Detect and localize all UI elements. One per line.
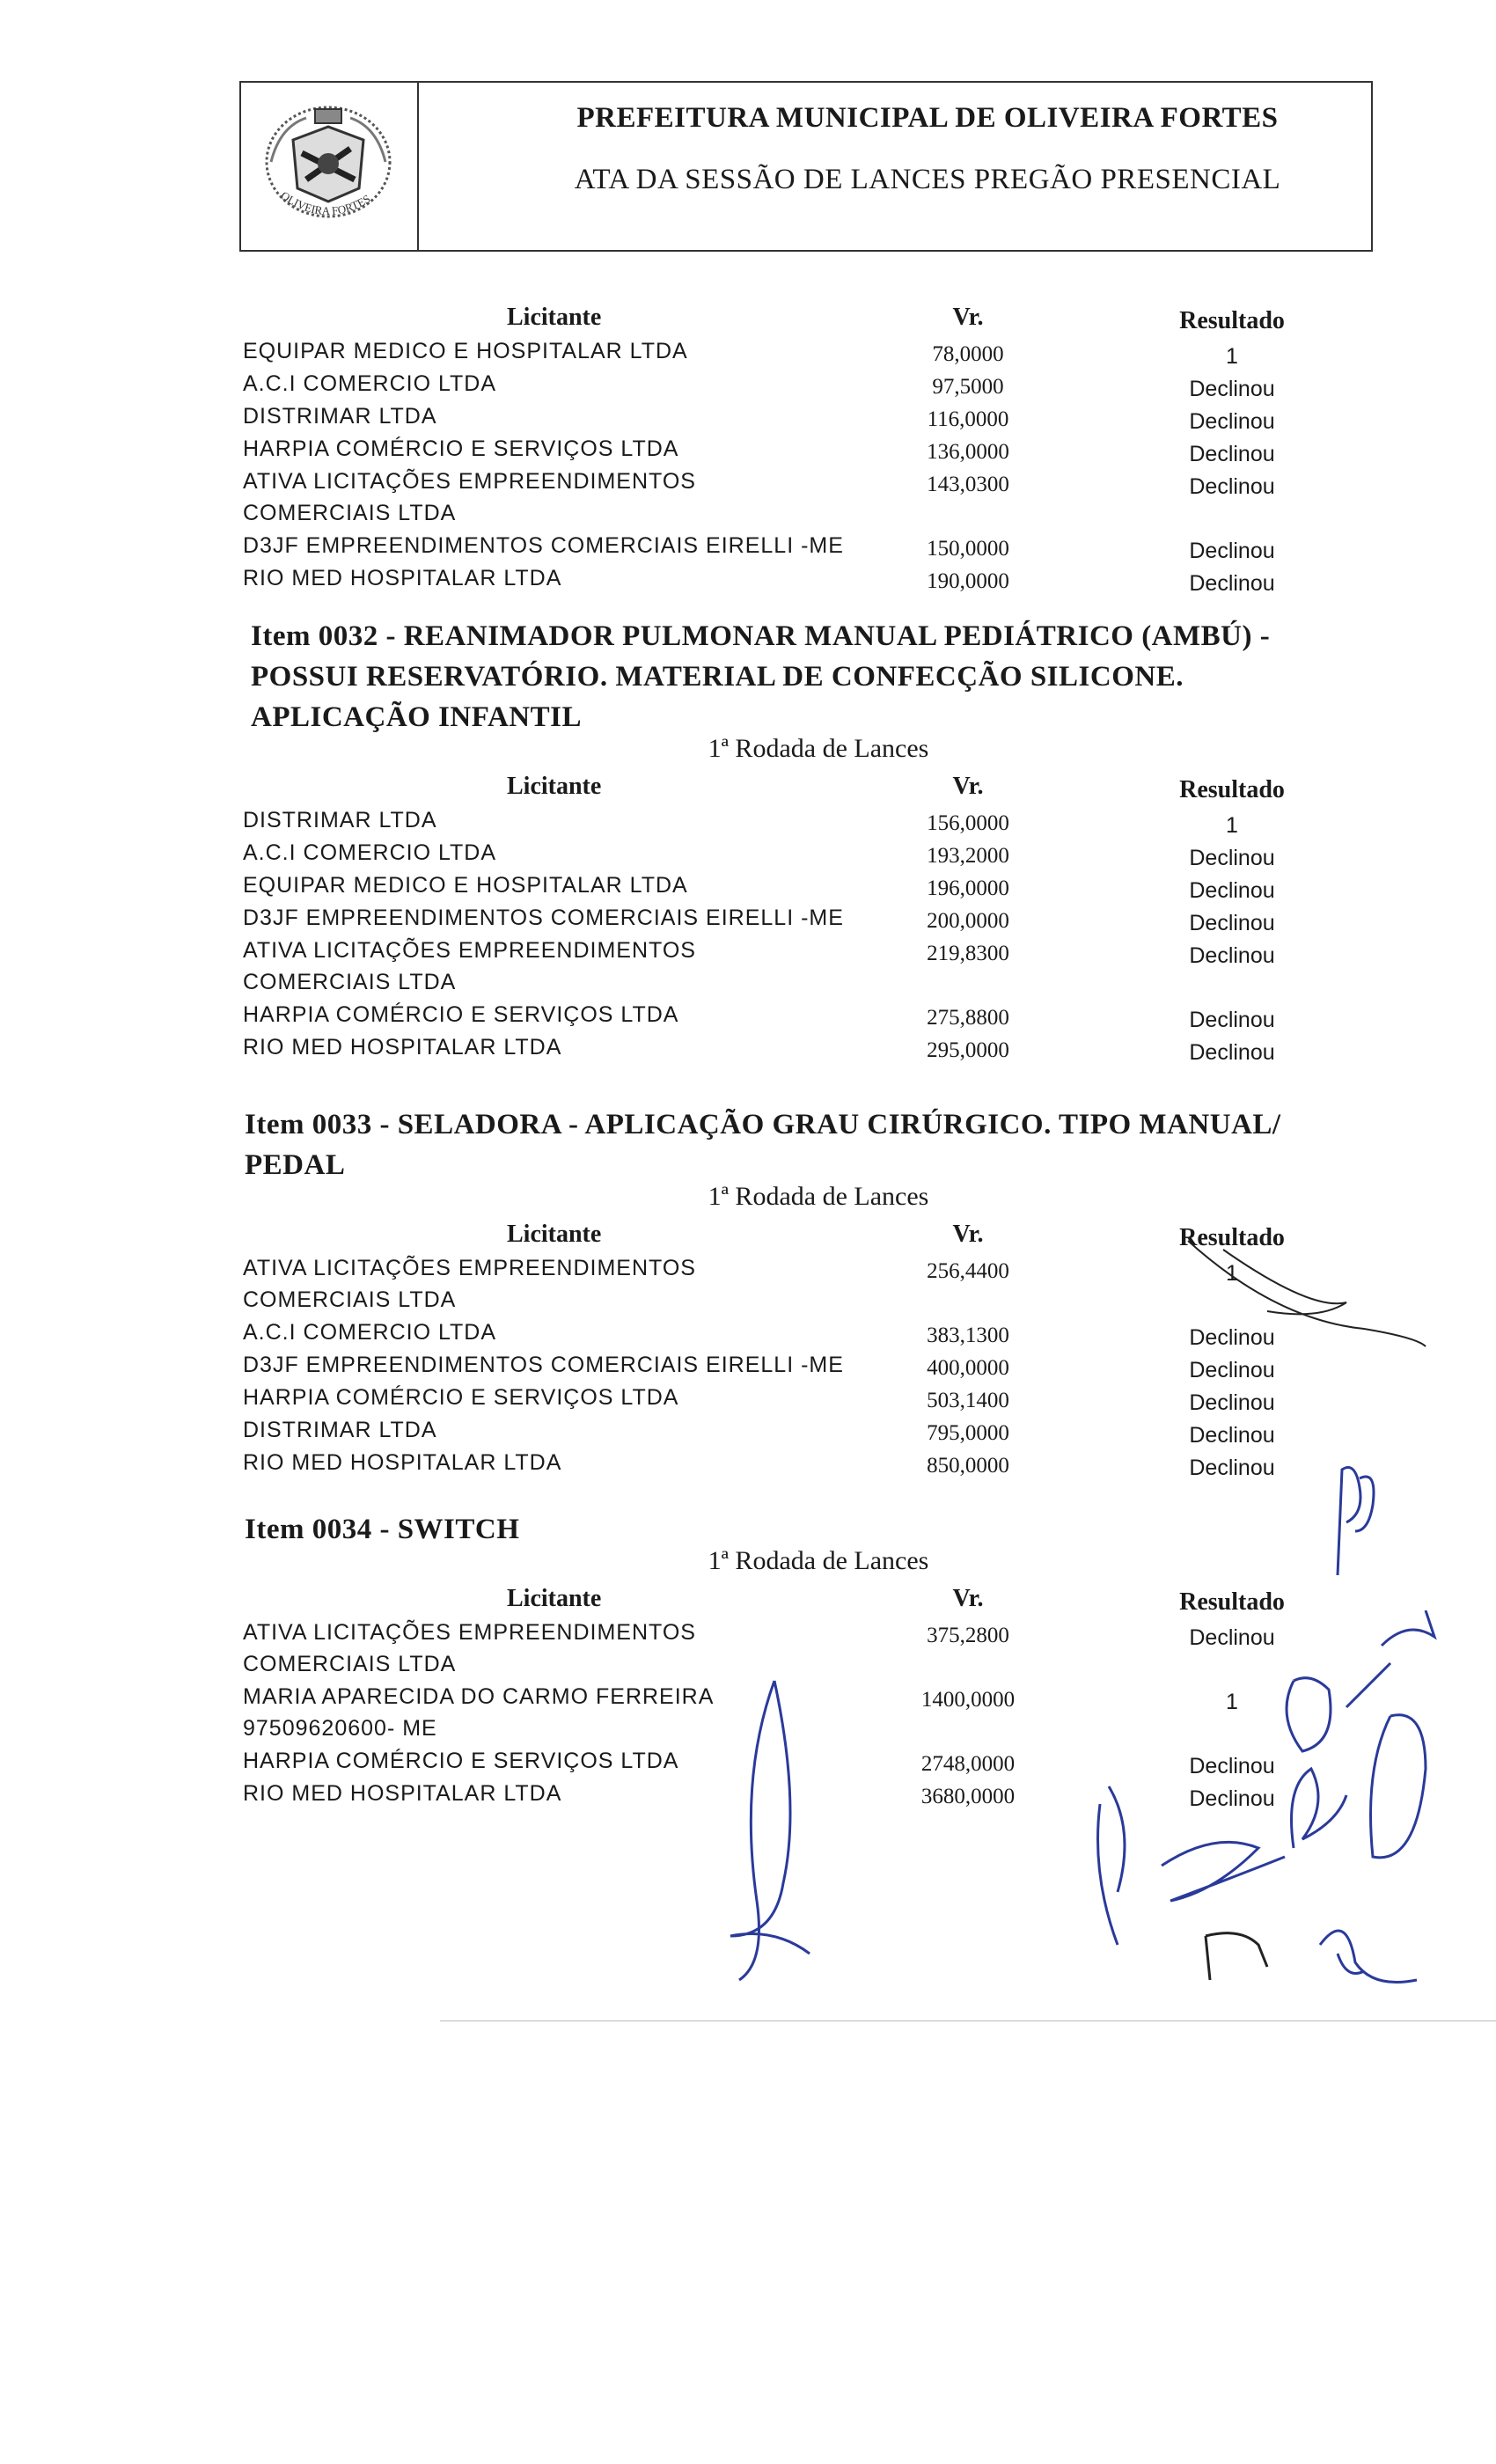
bidder-name: COMERCIAIS LTDA (243, 970, 457, 994)
bid-result: Declinou (1189, 1358, 1275, 1382)
bidder-name: RIO MED HOSPITALAR LTDA (243, 1781, 562, 1806)
bid-result: Declinou (1189, 474, 1275, 499)
bid-value: 143,0300 (927, 473, 1009, 496)
bid-result: Declinou (1189, 943, 1275, 968)
column-header-licitante: Licitante (507, 1585, 602, 1612)
signature-cluster (1082, 1610, 1487, 2015)
bid-value: 78,0000 (932, 342, 1004, 366)
bid-result: Declinou (1189, 571, 1275, 596)
bid-value: 2748,0000 (920, 1752, 1016, 1776)
bidder-name: A.C.I COMERCIO LTDA (243, 840, 497, 865)
bid-value: 295,0000 (927, 1038, 1009, 1062)
signature-long-1 (722, 1672, 818, 1989)
item-title-line: Item 0034 - SWITCH (245, 1514, 520, 1545)
table-row (0, 808, 1496, 840)
bid-result: Declinou (1189, 1325, 1275, 1350)
bid-value: 200,0000 (927, 909, 1009, 933)
bidder-name: RIO MED HOSPITALAR LTDA (243, 1450, 562, 1475)
bid-result: Declinou (1189, 1423, 1275, 1448)
column-header-resultado: Resultado (1179, 1224, 1285, 1251)
table-row (0, 1450, 1496, 1482)
bid-result: Declinou (1189, 377, 1275, 401)
bid-value: 3680,0000 (920, 1785, 1016, 1808)
bid-value: 795,0000 (927, 1421, 1009, 1445)
bidder-name: D3JF EMPREENDIMENTOS COMERCIAIS EIRELLI -ME (243, 1353, 844, 1377)
column-header-licitante: Licitante (507, 1221, 602, 1248)
bid-value: 219,8300 (927, 942, 1009, 965)
bidder-name: ATIVA LICITAÇÕES EMPREENDIMENTOS (243, 938, 696, 963)
signature-initials-1 (1320, 1452, 1390, 1593)
bidder-name: A.C.I COMERCIO LTDA (243, 1320, 497, 1345)
bidder-name: HARPIA COMÉRCIO E SERVIÇOS LTDA (243, 1002, 679, 1027)
table-row (0, 533, 1496, 565)
bid-value: 116,0000 (927, 407, 1009, 431)
bid-value: 136,0000 (927, 440, 1009, 464)
bid-value: 383,1300 (927, 1324, 1009, 1347)
bidder-name: COMERCIAIS LTDA (243, 1652, 457, 1676)
bid-value: 850,0000 (927, 1454, 1009, 1478)
bidder-name: RIO MED HOSPITALAR LTDA (243, 1035, 562, 1060)
table-row (0, 1418, 1496, 1449)
bid-result: Declinou (1189, 1786, 1275, 1811)
bid-value: 190,0000 (927, 569, 1009, 593)
bidder-name: DISTRIMAR LTDA (243, 808, 437, 832)
item-title-line: PEDAL (245, 1149, 346, 1181)
bid-value: 150,0000 (927, 537, 1009, 561)
bid-result: Declinou (1189, 539, 1275, 563)
page-bottom-divider (440, 2020, 1496, 2021)
column-header-resultado: Resultado (1179, 776, 1285, 803)
document-header (239, 81, 1373, 252)
item-title-line: POSSUI RESERVATÓRIO. MATERIAL DE CONFECÇÃO SILICONE. (251, 661, 1184, 693)
bid-value: 503,1400 (927, 1389, 1009, 1412)
bidder-name: ATIVA LICITAÇÕES EMPREENDIMENTOS (243, 1256, 696, 1280)
round-label: 1ª Rodada de Lances (708, 1546, 929, 1575)
round-label: 1ª Rodada de Lances (708, 734, 929, 763)
column-header-vr: Vr. (952, 1221, 984, 1248)
header-title: PREFEITURA MUNICIPAL DE OLIVEIRA FORTES (576, 102, 1279, 134)
bidder-name: HARPIA COMÉRCIO E SERVIÇOS LTDA (243, 1385, 679, 1410)
bidder-name: 97509620600- ME (243, 1716, 437, 1741)
column-header-licitante: Licitante (507, 773, 602, 800)
bidder-name: ATIVA LICITAÇÕES EMPREENDIMENTOS (243, 469, 696, 494)
logo-arc-text: OLIVEIRA FORTES (278, 188, 373, 218)
bid-result: Declinou (1189, 911, 1275, 935)
signature-scribble-1 (1135, 1214, 1452, 1390)
item-title-line: APLICAÇÃO INFANTIL (251, 701, 582, 733)
round-label: 1ª Rodada de Lances (708, 1182, 929, 1211)
bidder-name: DISTRIMAR LTDA (243, 1418, 437, 1442)
bid-result: 1 (1226, 1690, 1238, 1714)
bid-result: Declinou (1189, 1390, 1275, 1415)
bidder-name: HARPIA COMÉRCIO E SERVIÇOS LTDA (243, 436, 679, 461)
bidder-name: RIO MED HOSPITALAR LTDA (243, 566, 562, 590)
bid-value: 1400,0000 (920, 1688, 1016, 1712)
bid-result: Declinou (1189, 878, 1275, 903)
bid-result: Declinou (1189, 1456, 1275, 1480)
column-header-resultado: Resultado (1179, 1588, 1285, 1616)
bid-value: 400,0000 (927, 1356, 1009, 1380)
bidder-name: EQUIPAR MEDICO E HOSPITALAR LTDA (243, 873, 688, 898)
bidder-name: EQUIPAR MEDICO E HOSPITALAR LTDA (243, 339, 688, 363)
column-header-vr: Vr. (952, 1585, 984, 1612)
bidder-name: D3JF EMPREENDIMENTOS COMERCIAIS EIRELLI -ME (243, 533, 844, 558)
table-row (0, 436, 1496, 468)
bidder-name: A.C.I COMERCIO LTDA (243, 371, 497, 396)
bidder-name: ATIVA LICITAÇÕES EMPREENDIMENTOS (243, 1620, 696, 1645)
bid-result: Declinou (1189, 1008, 1275, 1032)
bid-value: 156,0000 (927, 811, 1009, 835)
table-row (0, 938, 1496, 994)
bidder-name: COMERCIAIS LTDA (243, 1287, 457, 1312)
municipal-seal-icon (253, 92, 403, 237)
table-row (0, 566, 1496, 598)
bid-value: 375,2800 (927, 1624, 1009, 1647)
bidder-name: COMERCIAIS LTDA (243, 501, 457, 525)
bid-value: 256,4400 (927, 1259, 1009, 1283)
table-row (0, 1002, 1496, 1034)
table-row (0, 339, 1496, 370)
column-header-licitante: Licitante (507, 304, 602, 331)
column-header-vr: Vr. (952, 773, 984, 800)
logo-cell (241, 83, 419, 250)
bid-value: 196,0000 (927, 876, 1009, 900)
table-row (0, 371, 1496, 403)
item-title-line: Item 0032 - REANIMADOR PULMONAR MANUAL PEDIÁTRICO (AMBÚ) - (251, 620, 1271, 652)
header-subtitle: ATA DA SESSÃO DE LANCES PREGÃO PRESENCIAL (574, 164, 1281, 195)
bid-result: Declinou (1189, 846, 1275, 870)
table-row (0, 1035, 1496, 1067)
bidder-name: D3JF EMPREENDIMENTOS COMERCIAIS EIRELLI -ME (243, 906, 844, 930)
bidder-name: MARIA APARECIDA DO CARMO FERREIRA (243, 1684, 715, 1709)
bid-result: 1 (1226, 813, 1238, 838)
bid-result: Declinou (1189, 409, 1275, 434)
column-header-resultado: Resultado (1179, 307, 1285, 334)
table-row (0, 469, 1496, 525)
table-row (0, 906, 1496, 937)
table-row (0, 873, 1496, 905)
table-row (0, 404, 1496, 436)
bidder-name: DISTRIMAR LTDA (243, 404, 437, 429)
bid-result: Declinou (1189, 1040, 1275, 1065)
item-title-line: Item 0033 - SELADORA - APLICAÇÃO GRAU CIRÚRGICO. TIPO MANUAL/ (245, 1109, 1281, 1140)
bid-result: Declinou (1189, 1754, 1275, 1778)
bid-result: 1 (1226, 344, 1238, 369)
column-header-vr: Vr. (952, 304, 984, 331)
bid-result: Declinou (1189, 442, 1275, 466)
bid-result: Declinou (1189, 1625, 1275, 1650)
bidder-name: HARPIA COMÉRCIO E SERVIÇOS LTDA (243, 1749, 679, 1773)
bid-result: 1 (1226, 1261, 1238, 1286)
table-row (0, 840, 1496, 872)
bid-value: 193,2000 (927, 844, 1009, 868)
bid-value: 275,8800 (927, 1006, 1009, 1030)
bid-value: 97,5000 (932, 375, 1004, 399)
